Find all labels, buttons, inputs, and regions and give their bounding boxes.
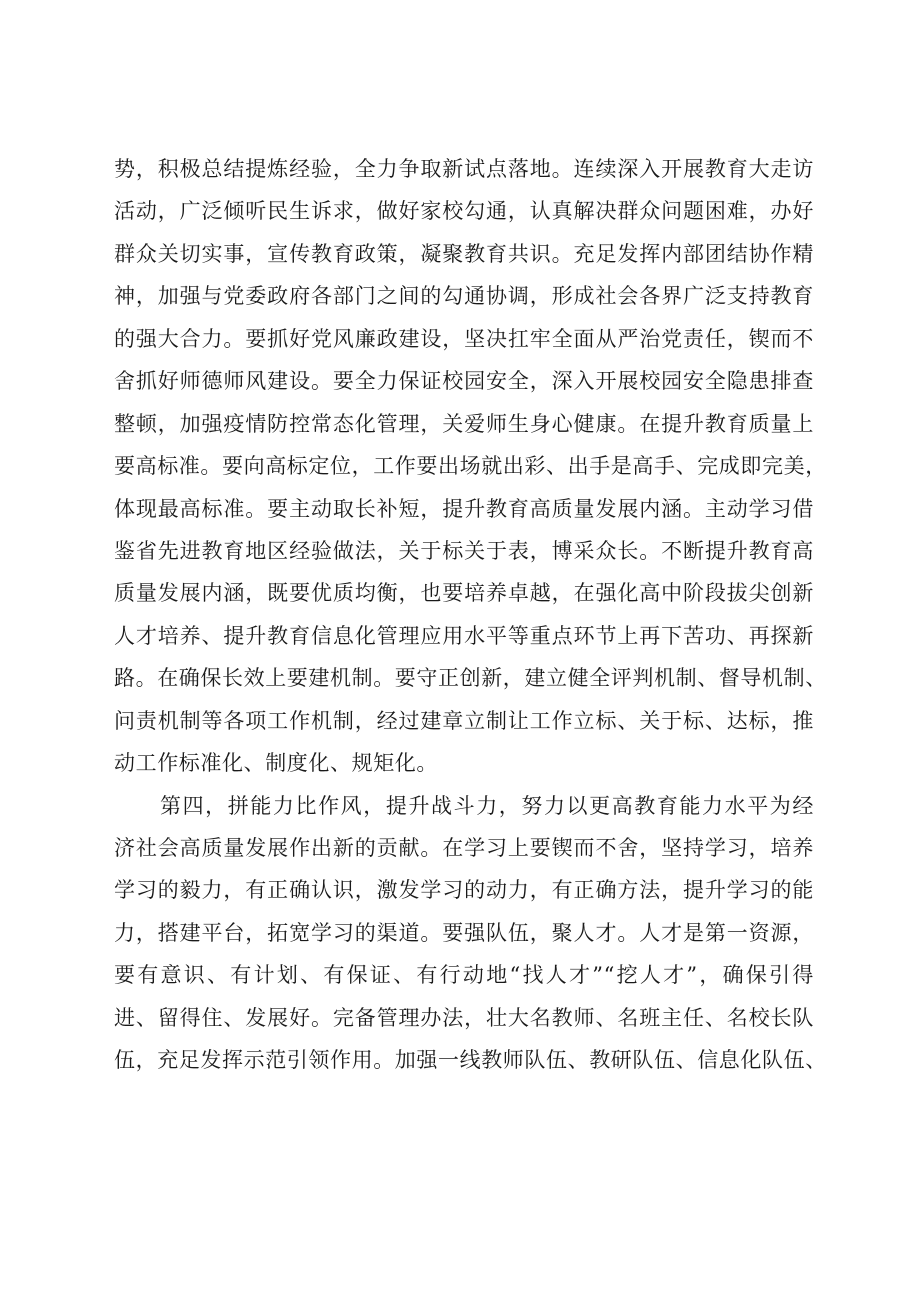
text-line: 人才培养、提升教育信息化管理应用水平等重点环节上再下苦功、再探新 (114, 623, 814, 648)
text-line: 群众关切实事，宣传教育政策，凝聚教育共识。充足发挥内部团结协作精 (114, 241, 814, 266)
text-line: 势，积极总结提炼经验，全力争取新试点落地。连续深入开展教育大走访 (114, 157, 814, 181)
text-line: 质量发展内涵，既要优质均衡，也要培养卓越，在强化高中阶段拔尖创新 (114, 581, 814, 606)
text-line: 鉴省先进教育地区经验做法，关于标关于表，博采众长。不断提升教育高 (114, 538, 814, 563)
text-line: 体现最高标准。要主动取长补短，提升教育高质量发展内涵。主动学习借 (114, 496, 814, 521)
text-line: 路。在确保长效上要建机制。要守正创新，建立健全评判机制、督导机制、 (114, 666, 827, 691)
text-line: 舍抓好师德师风建设。要全力保证校园安全，深入开展校园安全隐患排查 (114, 369, 814, 394)
text-line: 力，搭建平台，拓宽学习的渠道。要强队伍，聚人才。人才是第一资源， (114, 920, 814, 945)
text-line: 神，加强与党委政府各部门之间的勾通协调，形成社会各界广泛支持教育 (114, 284, 814, 309)
paragraph-last-line: 动工作标准化、制度化、规矩化。 (114, 751, 438, 776)
text-line: 要有意识、有计划、有保证、有行动地“找人才”“挖人才”，确保引得 (114, 963, 814, 988)
text-line: 活动，广泛倾听民生诉求，做好家校勾通，认真解决群众问题困难，办好 (114, 199, 814, 224)
text-line: 的强大合力。要抓好党风廉政建设，坚决扛牢全面从严治党责任，锲而不 (114, 326, 814, 351)
text-line: 伍，充足发挥示范引领作用。加强一线教师队伍、教研队伍、信息化队伍、 (114, 1048, 827, 1073)
text-line: 要高标准。要向高标定位，工作要出场就出彩、出手是高手、完成即完美， (114, 454, 827, 479)
text-line: 整顿，加强疫情防控常态化管理，关爱师生身心健康。在提升教育质量上 (114, 411, 814, 436)
paragraph-first-line: 第四，拼能力比作风，提升战斗力，努力以更高教育能力水平为经 (160, 793, 814, 818)
text-line: 进、留得住、发展好。完备管理办法，壮大名教师、名班主任、名校长队 (114, 1005, 814, 1030)
text-line: 问责机制等各项工作机制，经过建章立制让工作立标、关于标、达标，推 (114, 708, 814, 733)
text-line: 济社会高质量发展作出新的贡献。在学习上要锲而不舍，坚持学习，培养 (114, 836, 814, 860)
document-body (114, 148, 827, 1082)
text-line: 学习的毅力，有正确认识，激发学习的动力，有正确方法，提升学习的能 (114, 878, 814, 903)
